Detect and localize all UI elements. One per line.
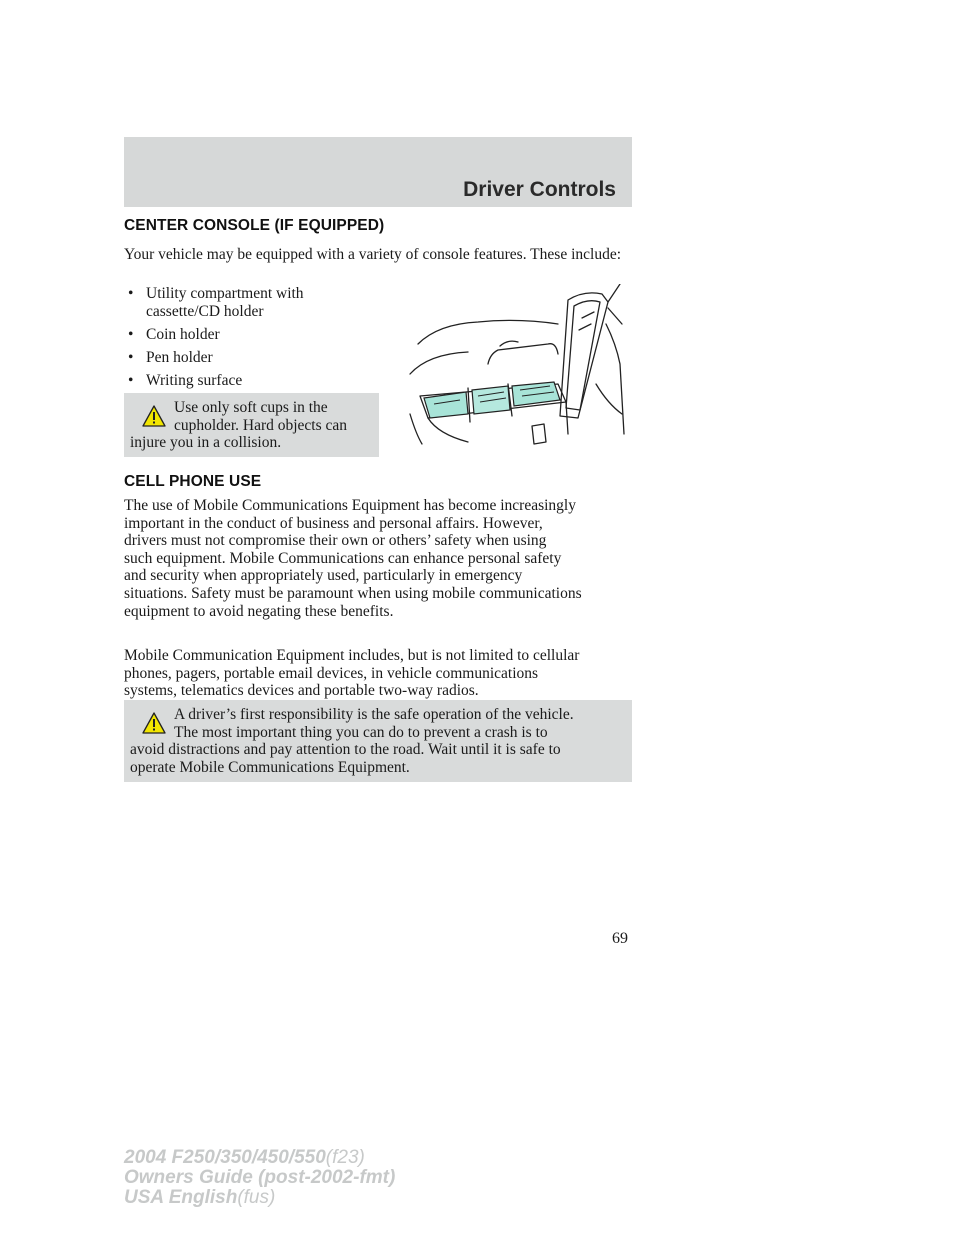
cell-phone-paragraph-1 bbox=[124, 497, 634, 620]
list-item-text: Coin holder bbox=[146, 325, 220, 343]
list-item-text: Pen holder bbox=[146, 348, 213, 366]
warning-line: The most important thing you can do to prevent a crash is to bbox=[174, 723, 548, 741]
warning-triangle-icon bbox=[142, 712, 166, 734]
list-item bbox=[124, 349, 364, 367]
document-footer bbox=[124, 1148, 395, 1208]
bullet-marker: • bbox=[128, 348, 134, 366]
text-line: important in the conduct of business and personal affairs. However, bbox=[124, 514, 543, 532]
warning-line: injure you in a collision. bbox=[130, 434, 282, 452]
list-item-text: Utility compartment with bbox=[146, 285, 304, 302]
bullet-marker: • bbox=[128, 325, 134, 343]
console-warning-box bbox=[124, 393, 379, 457]
console-heading: CENTER CONSOLE (IF EQUIPPED) bbox=[124, 217, 385, 234]
warning-line: Use only soft cups in the bbox=[174, 399, 328, 416]
warning-line: cupholder. Hard objects can bbox=[174, 416, 348, 434]
text-line: The use of Mobile Communications Equipment has become increasingly bbox=[124, 497, 576, 514]
cell-phone-heading: CELL PHONE USE bbox=[124, 473, 262, 490]
cell-phone-warning-box bbox=[124, 700, 632, 782]
bullet-marker: • bbox=[128, 371, 134, 389]
text-line: and security when appropriately used, particularly in emergency bbox=[124, 567, 523, 585]
text-line: such equipment. Mobile Communications can enhance personal safety bbox=[124, 549, 562, 567]
console-intro: Your vehicle may be equipped with a variety of console features. These include: bbox=[124, 246, 621, 263]
footer-line-3 bbox=[124, 1188, 395, 1208]
cell-phone-paragraph-2 bbox=[124, 647, 634, 700]
footer-language: USA English bbox=[124, 1187, 238, 1208]
footer-line-2: Owners Guide (post-2002-fmt) bbox=[124, 1167, 396, 1188]
list-item-text: Writing surface bbox=[146, 371, 243, 389]
console-illustration bbox=[408, 284, 626, 448]
list-item bbox=[124, 285, 364, 320]
footer-model: 2004 F250/350/450/550 bbox=[124, 1147, 326, 1168]
text-line: Mobile Communication Equipment includes, but is not limited to cellular bbox=[124, 647, 580, 664]
text-line: systems, telematics devices and portable two-way radios. bbox=[124, 682, 479, 700]
warning-line: A driver’s first responsibility is the safe operation of the vehicle. bbox=[174, 706, 574, 723]
list-item bbox=[124, 372, 364, 390]
text-line: phones, pagers, portable email devices, in vehicle communications bbox=[124, 664, 539, 682]
list-item-text: cassette/CD holder bbox=[146, 302, 264, 320]
warning-line: operate Mobile Communications Equipment. bbox=[130, 758, 410, 776]
section-title: Driver Controls bbox=[463, 178, 616, 201]
list-item bbox=[124, 326, 364, 344]
console-feature-list bbox=[124, 285, 364, 395]
footer-language-code: (fus) bbox=[237, 1187, 276, 1208]
footer-model-code: (f23) bbox=[325, 1147, 365, 1168]
bullet-marker: • bbox=[128, 285, 134, 302]
text-line: equipment to avoid negating these benefits. bbox=[124, 602, 394, 620]
footer-line-1 bbox=[124, 1148, 395, 1168]
text-line: situations. Safety must be paramount when using mobile communications bbox=[124, 584, 582, 602]
text-line: drivers must not compromise their own or others’ safety when using bbox=[124, 532, 547, 550]
page-number: 69 bbox=[612, 930, 628, 947]
section-header-band bbox=[124, 137, 632, 207]
warning-triangle-icon bbox=[142, 405, 166, 427]
warning-line: avoid distractions and pay attention to the road. Wait until it is safe to bbox=[130, 741, 561, 759]
